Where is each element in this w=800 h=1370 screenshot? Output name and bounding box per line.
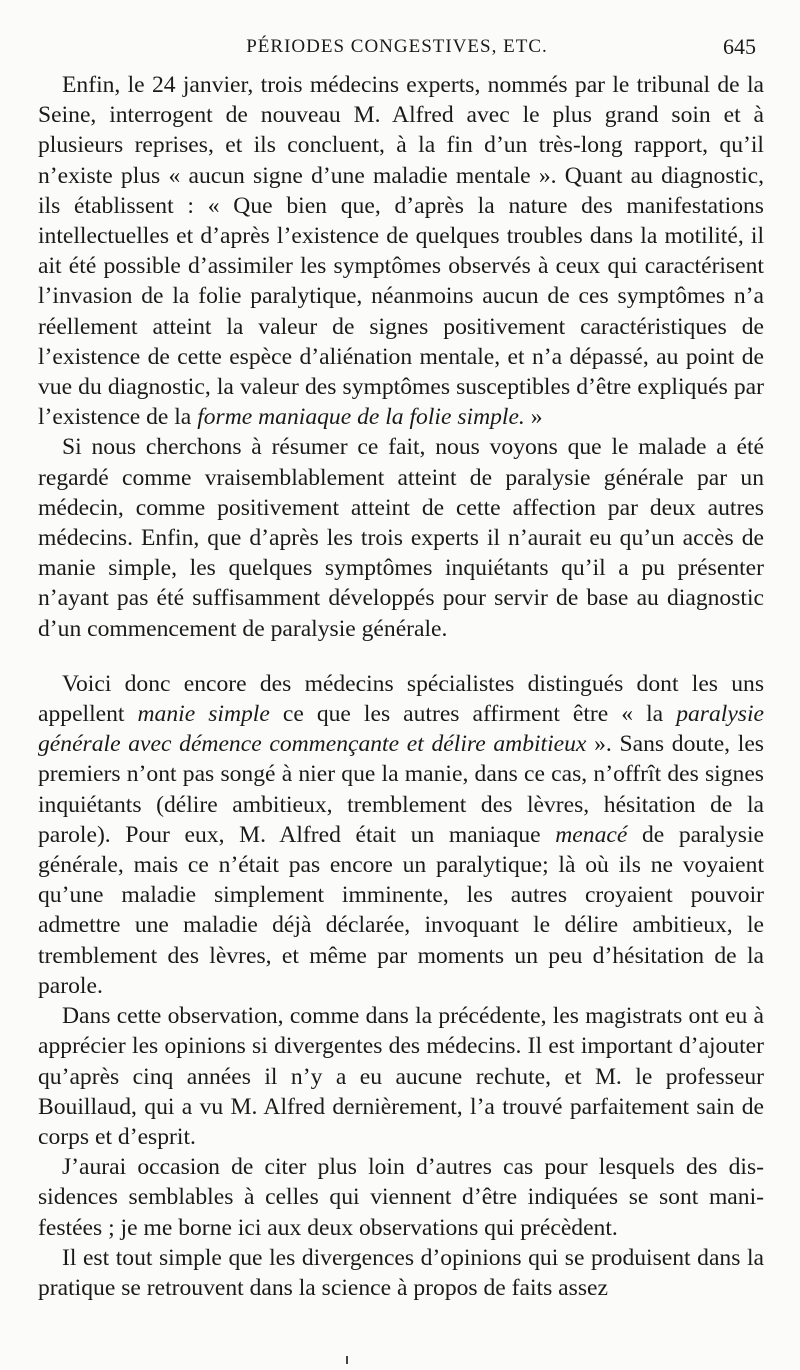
paragraph-p2 (38, 432, 764, 643)
text-segment: Il est tout simple que les divergences d’opinions qui se produisent dans la pratique se retrouvent dans la science à propos de faits assez (38, 1244, 764, 1301)
body-text (38, 70, 764, 1303)
text-segment: Si nous cherchons à résumer ce fait, nous voyons que le malade a été regardé comme vraisemblablement atteint de paralysie générale par un médecin, comme positivement atteint de cette affection par deux autres médecins. Enfin, que d’après les trois experts il n’aurait eu qu’un accès de manie simple, les quelques symptômes inquiétants qu’il a pu présenter n’ayant pas été suffisamment développés pour servir de base au diagnostic d’un commencement de paralysie générale. (38, 434, 764, 642)
paragraph-p6 (38, 1243, 764, 1303)
paragraph-p3 (38, 669, 764, 1001)
text-segment: J’aurai occasion de citer plus loin d’autres cas pour lesquels des dissidences semblables à celles qui viennent d’être indiquées se sont manifestées ; je me borne ici aux deux observations qui précèdent. (38, 1154, 764, 1241)
paragraph-p4 (38, 1001, 764, 1152)
running-head: PÉRIODES CONGESTIVES, ETC. (246, 36, 548, 57)
italic-text: menacé (555, 821, 628, 848)
paragraph-p1 (38, 70, 764, 432)
text-segment: » (524, 404, 543, 431)
page-number: 645 (723, 34, 756, 59)
text-segment: Enfin, le 24 janvier, trois médecins experts, nommés par le tribunal de la Seine, interrogent de nouveau M. Alfred avec le plus grand soin et à plusieurs reprises, et ils concluent, à la fin d’un très-long rapport, qu’il n’existe plus « aucun signe d’une maladie mentale ». Quant au diagnostic, ils établissent : « Que bien que, d’après la nature des manifestations intellectuelles et d’après l’existence de quelques troubles dans la motilité, il ait été possible d’assimiler les symptômes observés à ceux qui caractérisent l’invasion de la folie paralytique, néanmoins aucun de ces symptômes n’a réellement atteint la valeur de signes positivement caractéristiques de l’existence de cette espèce d’aliénation mentale, et n’a dépassé, au point de vue du diagnostic, la valeur des symptômes susceptibles d’être expliqués par l’existence de la (38, 72, 764, 431)
text-segment: ce que les autres affirment être « la (269, 701, 677, 728)
page-header (38, 34, 756, 64)
text-segment: Dans cette observation, comme dans la précédente, les magistrats ont eu à apprécier les opinions si divergentes des médecins. Il est important d’ajouter qu’après cinq années il n’y a eu aucune rechute, et M. le professeur Bouillaud, qui a vu M. Alfred dernièrement, l’a trouvé parfaitement sain de corps et d’esprit. (38, 1003, 764, 1150)
text-segment: Voici donc encore des médecins spécialistes distingués dont les uns appellent (38, 670, 764, 728)
italic-text: manie simple (137, 701, 270, 728)
italic-text: paralysie générale avec démence commençante et délire ambitieux (38, 701, 764, 758)
text-segment: ». Sans doute, les premiers n’ont pas songé à nier que la manie, dans ce cas, n’offrît des signes inquiétants (délire ambitieux, tremblement des lèvres, hésitation de la parole). Pour eux, M. Alfred était un maniaque (38, 731, 764, 848)
italic-text: forme maniaque de la folie simple. (197, 404, 525, 431)
print-mark (346, 1356, 348, 1364)
text-segment: de paralysie générale, mais ce n’était pas encore un paralytique; là où ils ne voyaient qu’une maladie simplement imminente, les autres croyaient pouvoir admettre une maladie déjà déclarée, invoquant le délire ambitieux, le tremblement des lèvres, et même par moments un peu d’hésitation de la parole. (38, 821, 764, 999)
paragraph-p5 (38, 1152, 764, 1243)
